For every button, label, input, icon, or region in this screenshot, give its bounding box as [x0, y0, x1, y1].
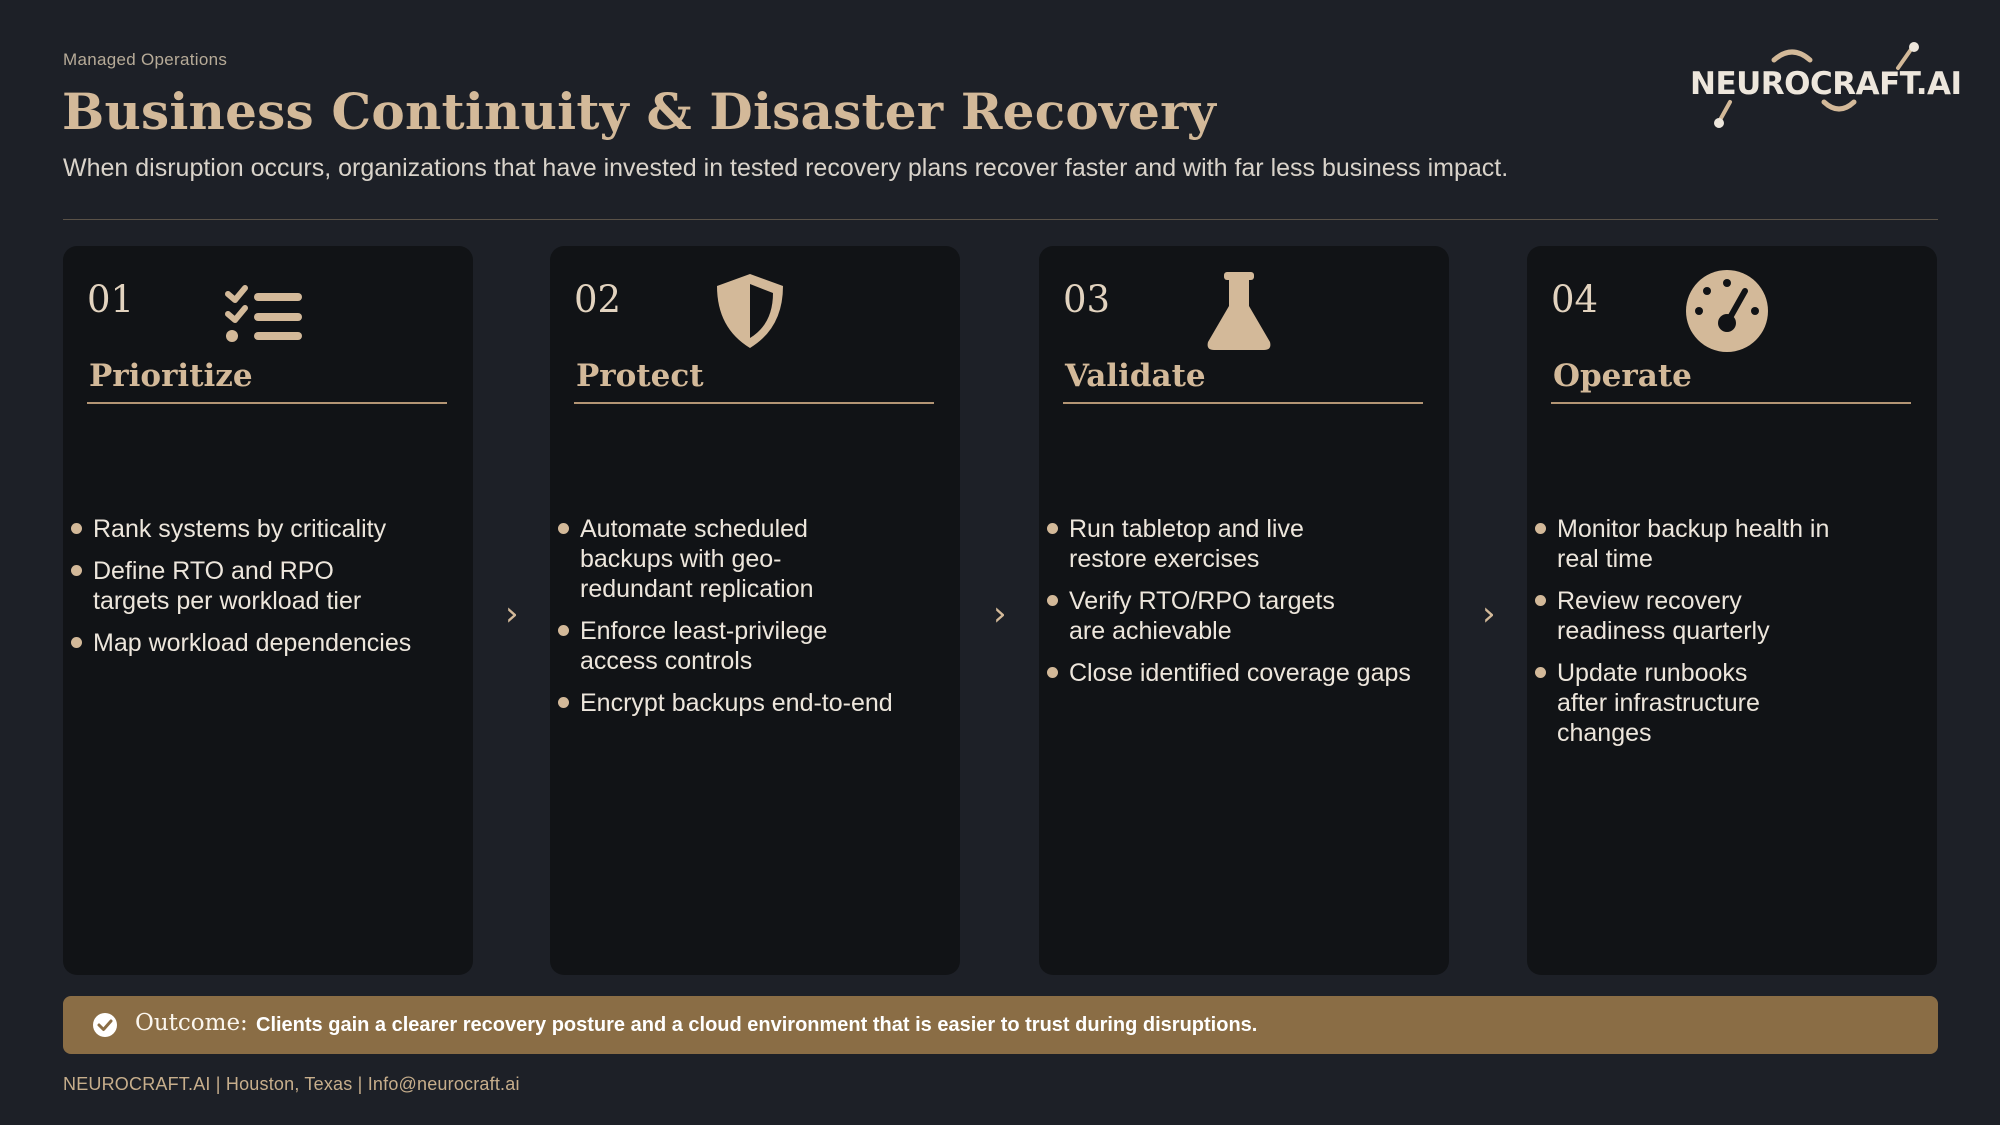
page-title: Business Continuity & Disaster Recovery [62, 82, 1216, 141]
step-bullets [550, 514, 960, 730]
bullet-item: Update runbooks after infrastructure changes [1527, 658, 1937, 748]
bullet-item: Enforce least-privilege access controls [550, 616, 960, 676]
step-title: Prioritize [89, 358, 253, 394]
check-circle-icon [92, 1012, 118, 1038]
step-card-protect [550, 246, 960, 975]
chevron-right-icon: › [505, 594, 519, 634]
flask-icon [1194, 266, 1284, 356]
bullet-item: Map workload dependencies [63, 628, 473, 658]
bullet-item: Rank systems by criticality [63, 514, 473, 544]
step-title: Validate [1065, 358, 1206, 394]
step-title-rule [1551, 402, 1911, 404]
outcome-banner [63, 996, 1938, 1054]
chevron-right-icon: › [993, 594, 1007, 634]
page-subtitle: When disruption occurs, organizations that have invested in tested recovery plans recover faster and with far less business impact. [63, 154, 1509, 182]
step-card-operate [1527, 246, 1937, 975]
step-title-rule [87, 402, 447, 404]
shield-icon [705, 266, 795, 356]
checklist-icon [218, 266, 308, 356]
bullet-item: Close identified coverage gaps [1039, 658, 1449, 688]
step-bullets [63, 514, 473, 670]
step-bullets [1039, 514, 1449, 700]
chevron-right-icon: › [1482, 594, 1496, 634]
header-divider [63, 219, 1938, 220]
outcome-label: Outcome: [135, 1010, 248, 1036]
step-title: Protect [576, 358, 704, 394]
footer-contact: NEUROCRAFT.AI | Houston, Texas | Info@neurocraft.ai [63, 1074, 520, 1094]
step-card-validate [1039, 246, 1449, 975]
step-title: Operate [1553, 358, 1692, 394]
bullet-item: Encrypt backups end-to-end [550, 688, 960, 718]
bullet-item: Define RTO and RPO targets per workload tier [63, 556, 473, 616]
bullet-item: Monitor backup health in real time [1527, 514, 1937, 574]
step-title-rule [574, 402, 934, 404]
step-number: 02 [574, 278, 622, 321]
step-number: 04 [1551, 278, 1599, 321]
eyebrow: Managed Operations [63, 50, 228, 69]
bullet-item: Review recovery readiness quarterly [1527, 586, 1937, 646]
gauge-icon [1682, 266, 1772, 356]
step-title-rule [1063, 402, 1423, 404]
outcome-text: Clients gain a clearer recovery posture and a cloud environment that is easier to trust during disruptions. [256, 1014, 1258, 1036]
step-number: 03 [1063, 278, 1111, 321]
logo-text: NEUROCRAFT.AI [1690, 66, 1962, 102]
step-number: 01 [87, 278, 135, 321]
step-card-prioritize [63, 246, 473, 975]
brand-logo [1684, 40, 1964, 135]
bullet-item: Run tabletop and live restore exercises [1039, 514, 1449, 574]
step-bullets [1527, 514, 1937, 760]
bullet-item: Verify RTO/RPO targets are achievable [1039, 586, 1449, 646]
bullet-item: Automate scheduled backups with geo- redundant replication [550, 514, 960, 604]
